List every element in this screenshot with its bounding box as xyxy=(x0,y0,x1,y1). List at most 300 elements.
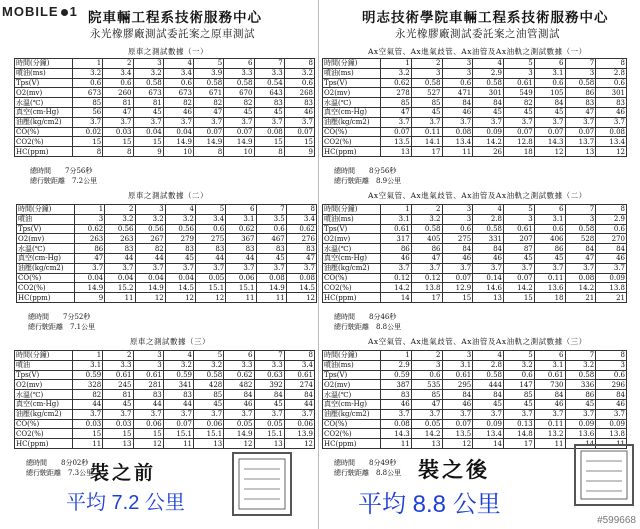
table-cell: 673 xyxy=(73,88,103,98)
table-cell: 1 xyxy=(73,351,103,361)
table-cell: 263 xyxy=(105,234,135,244)
table-cell: 46 xyxy=(381,399,412,409)
table-cell: 0.04 xyxy=(75,273,105,283)
table-cell: 275 xyxy=(196,234,226,244)
table-cell: 3.7 xyxy=(596,117,627,127)
table-cell: 0.05 xyxy=(254,419,284,429)
table-cell: 0.08 xyxy=(596,127,627,137)
row-label: HC(ppm) xyxy=(17,293,75,303)
table-cell: 3.2 xyxy=(133,68,163,78)
left-test3-total-time: 總時間 8分02秒 xyxy=(26,459,89,467)
table-cell: 3.7 xyxy=(534,263,565,273)
table-cell: 3.1 xyxy=(226,214,256,224)
table-cell: 3 xyxy=(75,214,105,224)
table-cell: 15.1 xyxy=(226,283,256,293)
table-cell: 3.7 xyxy=(256,263,286,273)
table-cell: 3.2 xyxy=(284,68,314,78)
table-cell: 0.6 xyxy=(442,78,473,88)
row-label: 噴油 xyxy=(17,214,75,224)
table-cell: 0.03 xyxy=(73,419,103,429)
table-cell: 4 xyxy=(473,351,504,361)
table-cell: 6 xyxy=(534,59,565,69)
table-cell: 3 xyxy=(504,214,535,224)
right-test2-title: Ax空氣管、Ax進氣歧管、Ax油管及Ax油軌之測試數據（二） xyxy=(368,191,587,200)
table-row xyxy=(323,214,627,224)
table-cell: 44 xyxy=(135,253,165,263)
table-cell: 15.1 xyxy=(196,283,226,293)
table-cell: 0.04 xyxy=(105,273,135,283)
row-label: 水溫(℃) xyxy=(17,244,75,254)
table-row xyxy=(15,390,315,400)
table-cell: 7 xyxy=(565,59,596,69)
table-row xyxy=(15,360,315,370)
table-cell: 3.7 xyxy=(135,263,165,273)
table-cell: 3.7 xyxy=(284,409,314,419)
table-cell: 260 xyxy=(103,88,133,98)
table-cell: 0.04 xyxy=(163,127,193,137)
table-row xyxy=(323,127,627,137)
table-cell: 18 xyxy=(504,147,535,157)
right-test2-total-time: 總時間 8分46秒 xyxy=(334,313,397,321)
table-cell: 0.07 xyxy=(381,127,412,137)
table-cell: 15 xyxy=(133,137,163,147)
table-cell: 336 xyxy=(565,380,596,390)
table-cell: 3.4 xyxy=(284,360,314,370)
table-cell: 13.9 xyxy=(284,429,314,439)
row-label: CO2(%) xyxy=(17,283,75,293)
table-cell: 14.3 xyxy=(381,429,412,439)
table-cell: 0.61 xyxy=(442,370,473,380)
table-cell: 45 xyxy=(254,107,284,117)
table-cell: 3.7 xyxy=(165,263,195,273)
table-cell: 14 xyxy=(381,293,412,303)
right-test3-title: Ax空氣管、Ax進氣歧管、Ax油管及Ax油軌之測試數據（三） xyxy=(368,337,587,346)
table-cell: 82 xyxy=(135,244,165,254)
table-cell: 12 xyxy=(135,293,165,303)
row-label: Tps(V) xyxy=(15,370,73,380)
table-cell: 3.1 xyxy=(73,360,103,370)
table-cell: 3.2 xyxy=(381,68,412,78)
table-cell: 85 xyxy=(411,98,442,108)
table-cell: 3.2 xyxy=(504,360,535,370)
table-cell: 83 xyxy=(596,98,627,108)
table-cell: 0.6 xyxy=(534,78,565,88)
table-cell: 83 xyxy=(254,98,284,108)
table-cell: 84 xyxy=(442,390,473,400)
table-row xyxy=(323,88,627,98)
table-cell: 13.7 xyxy=(565,137,596,147)
table-row xyxy=(323,234,627,244)
table-cell: 2 xyxy=(411,205,442,215)
table-cell: 0.58 xyxy=(194,78,224,88)
table-cell: 0.08 xyxy=(381,419,412,429)
table-cell: 263 xyxy=(75,234,105,244)
table-cell: 17 xyxy=(504,439,535,449)
table-cell: 83 xyxy=(284,98,314,108)
table-cell: 3 xyxy=(133,360,163,370)
table-cell: 3.7 xyxy=(286,263,316,273)
table-cell: 45 xyxy=(411,107,442,117)
row-label: 水溫(℃) xyxy=(323,244,381,254)
table-cell: 47 xyxy=(565,107,596,117)
table-cell: 3.7 xyxy=(596,263,627,273)
table-cell: 670 xyxy=(224,88,254,98)
table-cell: 2 xyxy=(103,351,133,361)
table-cell: 328 xyxy=(73,380,103,390)
table-cell: 47 xyxy=(75,253,105,263)
before-average: 平均 7.2 公里 xyxy=(66,492,185,514)
table-cell: 331 xyxy=(473,234,504,244)
table-row xyxy=(323,117,627,127)
row-label: 噴油(ms) xyxy=(15,68,73,78)
table-cell: 275 xyxy=(442,234,473,244)
table-cell: 9 xyxy=(133,147,163,157)
table-cell: 14.9 xyxy=(135,283,165,293)
page-divider xyxy=(318,0,319,529)
table-cell: 45 xyxy=(565,399,596,409)
table-cell: 11 xyxy=(105,293,135,303)
table-cell: 643 xyxy=(254,88,284,98)
table-cell: 85 xyxy=(411,390,442,400)
table-cell: 295 xyxy=(442,380,473,390)
table-cell: 84 xyxy=(442,244,473,254)
table-cell: 13.4 xyxy=(596,137,627,147)
table-cell: 13.4 xyxy=(473,429,504,439)
table-cell: 0.11 xyxy=(534,419,565,429)
table-cell: 13.6 xyxy=(565,429,596,439)
table-cell: 13.4 xyxy=(442,137,473,147)
row-label: CO2(%) xyxy=(323,429,381,439)
table-cell: 85 xyxy=(381,98,412,108)
table-cell: 45 xyxy=(534,107,565,117)
table-cell: 46 xyxy=(596,253,627,263)
table-cell: 0.08 xyxy=(254,127,284,137)
row-label: 真空(cm-Hg) xyxy=(15,107,73,117)
table-cell: 8 xyxy=(596,59,627,69)
table-cell: 15.2 xyxy=(105,283,135,293)
stamp-seal-left xyxy=(232,452,292,516)
table-cell: 317 xyxy=(381,234,412,244)
table-cell: 12 xyxy=(196,293,226,303)
table-cell: 46 xyxy=(163,107,193,117)
table-cell: 11 xyxy=(534,439,565,449)
table-cell: 11 xyxy=(381,439,412,449)
table-cell: 15.1 xyxy=(194,429,224,439)
table-cell: 0.06 xyxy=(284,419,314,429)
row-label: CO(%) xyxy=(323,419,381,429)
table-cell: 13 xyxy=(565,147,596,157)
left-test1-total-time: 總時間 7分56秒 xyxy=(30,167,93,175)
table-cell: 12 xyxy=(442,439,473,449)
table-cell: 86 xyxy=(75,244,105,254)
table-cell: 3.7 xyxy=(504,117,535,127)
table-cell: 3.7 xyxy=(73,117,103,127)
table-cell: 14.2 xyxy=(565,283,596,293)
table-cell: 0.62 xyxy=(381,78,412,88)
table-cell: 82 xyxy=(73,390,103,400)
table-cell: 0.6 xyxy=(103,78,133,88)
table-cell: 84 xyxy=(534,390,565,400)
table-cell: 13.8 xyxy=(411,283,442,293)
table-cell: 83 xyxy=(381,390,412,400)
table-cell: 2 xyxy=(411,59,442,69)
table-cell: 0.03 xyxy=(103,127,133,137)
table-cell: 0.58 xyxy=(473,224,504,234)
row-label: Tps(V) xyxy=(323,224,381,234)
stamp-seal-right-icon xyxy=(576,446,632,504)
table-cell: 3 xyxy=(565,214,596,224)
table-cell: 0.07 xyxy=(284,127,314,137)
table-cell: 0.58 xyxy=(565,78,596,88)
left-test1-table xyxy=(14,58,315,157)
table-cell: 45 xyxy=(165,253,195,263)
table-cell: 3.7 xyxy=(504,263,535,273)
row-label: HC(ppm) xyxy=(15,439,73,449)
table-cell: 0.11 xyxy=(534,273,565,283)
row-label: 真空(cm-Hg) xyxy=(323,253,381,263)
table-cell: 535 xyxy=(411,380,442,390)
table-cell: 1 xyxy=(381,59,412,69)
table-cell: 0.04 xyxy=(133,127,163,137)
table-row xyxy=(15,68,315,78)
table-cell: 0.07 xyxy=(163,419,193,429)
table-cell: 46 xyxy=(442,107,473,117)
row-label: O2(mv) xyxy=(15,380,73,390)
table-cell: 3.2 xyxy=(105,214,135,224)
table-cell: 84 xyxy=(596,244,627,254)
table-cell: 0.59 xyxy=(73,370,103,380)
table-cell: 15 xyxy=(103,137,133,147)
table-cell: 0.59 xyxy=(163,370,193,380)
table-cell: 15 xyxy=(284,137,314,147)
table-cell: 6 xyxy=(226,205,256,215)
table-cell: 0.12 xyxy=(381,273,412,283)
table-cell: 87 xyxy=(504,244,535,254)
table-cell: 0.05 xyxy=(411,419,442,429)
right-page-title: 明志技術學院車輛工程系技術服務中心 xyxy=(362,10,609,26)
table-cell: 8 xyxy=(596,351,627,361)
table-cell: 14.9 xyxy=(224,429,254,439)
table-cell: 84 xyxy=(473,390,504,400)
table-header-row xyxy=(15,351,315,361)
table-cell: 0.07 xyxy=(565,127,596,137)
table-cell: 3.2 xyxy=(411,214,442,224)
right-test1-mileage: 總行駛距離 8.9公里 xyxy=(334,177,402,185)
table-cell: 0.14 xyxy=(473,273,504,283)
table-cell: 3 xyxy=(442,351,473,361)
table-cell: 86 xyxy=(565,88,596,98)
row-label: 水溫(℃) xyxy=(15,390,73,400)
table-cell: 14.2 xyxy=(381,283,412,293)
table-cell: 405 xyxy=(411,234,442,244)
table-cell: 1 xyxy=(381,351,412,361)
table-row xyxy=(323,283,627,293)
table-cell: 4 xyxy=(163,351,193,361)
table-cell: 673 xyxy=(133,88,163,98)
table-cell: 13.5 xyxy=(442,429,473,439)
table-cell: 13.8 xyxy=(596,429,627,439)
table-cell: 0.13 xyxy=(504,419,535,429)
logo-dot-icon xyxy=(61,9,68,16)
table-header-row xyxy=(323,205,627,215)
table-cell: 44 xyxy=(105,253,135,263)
table-cell: 56 xyxy=(73,107,103,117)
table-cell: 86 xyxy=(381,244,412,254)
table-cell: 0.06 xyxy=(226,273,256,283)
table-row xyxy=(17,293,317,303)
table-cell: 528 xyxy=(565,234,596,244)
right-test1-total-time: 總時間 8分56秒 xyxy=(334,167,397,175)
table-cell: 46 xyxy=(224,399,254,409)
row-label: HC(ppm) xyxy=(323,439,381,449)
table-cell: 467 xyxy=(256,234,286,244)
table-row xyxy=(15,127,315,137)
table-cell: 44 xyxy=(226,253,256,263)
table-cell: 0.58 xyxy=(473,78,504,88)
row-label: CO(%) xyxy=(17,273,75,283)
logo-text-left: MOBILE xyxy=(2,4,59,19)
row-label: 油壓(kg/cm2) xyxy=(15,409,73,419)
table-row xyxy=(17,224,317,234)
logo-text-right: 1 xyxy=(69,4,78,19)
table-cell: 2.9 xyxy=(381,360,412,370)
table-cell: 105 xyxy=(534,88,565,98)
table-cell: 11 xyxy=(163,439,193,449)
table-cell: 14.9 xyxy=(163,137,193,147)
table-cell: 0.07 xyxy=(224,127,254,137)
table-cell: 3.2 xyxy=(163,360,193,370)
table-cell: 8 xyxy=(254,147,284,157)
table-cell: 15 xyxy=(442,293,473,303)
table-cell: 0.06 xyxy=(133,419,163,429)
table-cell: 83 xyxy=(286,244,316,254)
table-row xyxy=(17,244,317,254)
table-cell: 44 xyxy=(284,399,314,409)
table-row xyxy=(17,214,317,224)
table-cell: 7 xyxy=(256,205,286,215)
table-cell: 0.62 xyxy=(226,224,256,234)
table-header-row xyxy=(15,59,315,69)
table-cell: 45 xyxy=(504,253,535,263)
table-cell: 341 xyxy=(163,380,193,390)
table-cell: 3.7 xyxy=(75,263,105,273)
table-cell: 86 xyxy=(565,390,596,400)
table-cell: 482 xyxy=(224,380,254,390)
table-cell: 3.7 xyxy=(163,117,193,127)
table-cell: 84 xyxy=(224,390,254,400)
table-cell: 3.7 xyxy=(103,409,133,419)
table-header-row xyxy=(17,205,317,215)
table-cell: 4 xyxy=(473,59,504,69)
table-cell: 3 xyxy=(442,205,473,215)
table-cell: 3 xyxy=(565,68,596,78)
table-cell: 7 xyxy=(254,59,284,69)
table-cell: 3.7 xyxy=(504,409,535,419)
table-cell: 13 xyxy=(381,147,412,157)
table-row xyxy=(15,98,315,108)
table-cell: 2.9 xyxy=(473,68,504,78)
table-row xyxy=(323,253,627,263)
table-cell: 14.9 xyxy=(75,283,105,293)
table-cell: 0.05 xyxy=(224,419,254,429)
row-label: Tps(V) xyxy=(323,370,381,380)
table-cell: 0.61 xyxy=(103,370,133,380)
row-label: 油壓(kg/cm2) xyxy=(15,117,73,127)
table-cell: 12 xyxy=(284,439,314,449)
table-cell: 0.09 xyxy=(596,273,627,283)
table-cell: 3 xyxy=(442,59,473,69)
table-cell: 44 xyxy=(196,253,226,263)
table-cell: 3.4 xyxy=(196,214,226,224)
table-cell: 13.8 xyxy=(596,283,627,293)
table-cell: 0.6 xyxy=(596,78,627,88)
row-label: CO(%) xyxy=(323,127,381,137)
table-header-row xyxy=(323,59,627,69)
right-test2-table xyxy=(322,204,627,303)
table-cell: 3.1 xyxy=(534,214,565,224)
table-cell: 0.09 xyxy=(473,127,504,137)
row-label: O2(mv) xyxy=(323,234,381,244)
table-row xyxy=(323,390,627,400)
stamp-seal-left-icon xyxy=(234,454,290,514)
table-cell: 13 xyxy=(103,439,133,449)
table-cell: 83 xyxy=(256,244,286,254)
table-cell: 45 xyxy=(473,107,504,117)
table-cell: 0.6 xyxy=(596,224,627,234)
table-cell: 0.62 xyxy=(75,224,105,234)
table-cell: 444 xyxy=(473,380,504,390)
table-cell: 0.09 xyxy=(473,419,504,429)
table-cell: 0.58 xyxy=(133,78,163,88)
table-cell: 3.3 xyxy=(224,68,254,78)
table-cell: 11 xyxy=(596,439,627,449)
table-cell: 84 xyxy=(596,390,627,400)
table-cell: 85 xyxy=(194,390,224,400)
table-cell: 47 xyxy=(565,253,596,263)
table-cell: 3 xyxy=(135,205,165,215)
table-row xyxy=(17,234,317,244)
table-cell: 0.58 xyxy=(411,78,442,88)
table-cell: 0.58 xyxy=(473,370,504,380)
table-cell: 3.7 xyxy=(284,117,314,127)
table-cell: 3.2 xyxy=(194,360,224,370)
table-row xyxy=(323,380,627,390)
row-label: CO2(%) xyxy=(323,137,381,147)
table-cell: 13 xyxy=(194,439,224,449)
row-label: 噴油(ms) xyxy=(323,214,381,224)
table-cell: 0.6 xyxy=(504,370,535,380)
table-cell: 0.6 xyxy=(256,224,286,234)
row-label: CO2(%) xyxy=(15,137,73,147)
table-cell: 8 xyxy=(286,205,316,215)
table-cell: 18 xyxy=(534,293,565,303)
table-cell: 45 xyxy=(534,253,565,263)
row-label: 時間(分鐘) xyxy=(323,351,381,361)
table-cell: 17 xyxy=(411,147,442,157)
table-cell: 0.63 xyxy=(254,370,284,380)
table-cell: 3 xyxy=(411,360,442,370)
table-cell: 3.7 xyxy=(224,117,254,127)
table-cell: 14.8 xyxy=(504,429,535,439)
table-cell: 3.7 xyxy=(411,117,442,127)
table-cell: 8 xyxy=(284,351,314,361)
table-row xyxy=(17,273,317,283)
table-cell: 549 xyxy=(504,88,535,98)
row-label: 噴油 xyxy=(15,360,73,370)
table-cell: 3.3 xyxy=(254,68,284,78)
table-cell: 0.61 xyxy=(504,224,535,234)
table-cell: 47 xyxy=(411,253,442,263)
